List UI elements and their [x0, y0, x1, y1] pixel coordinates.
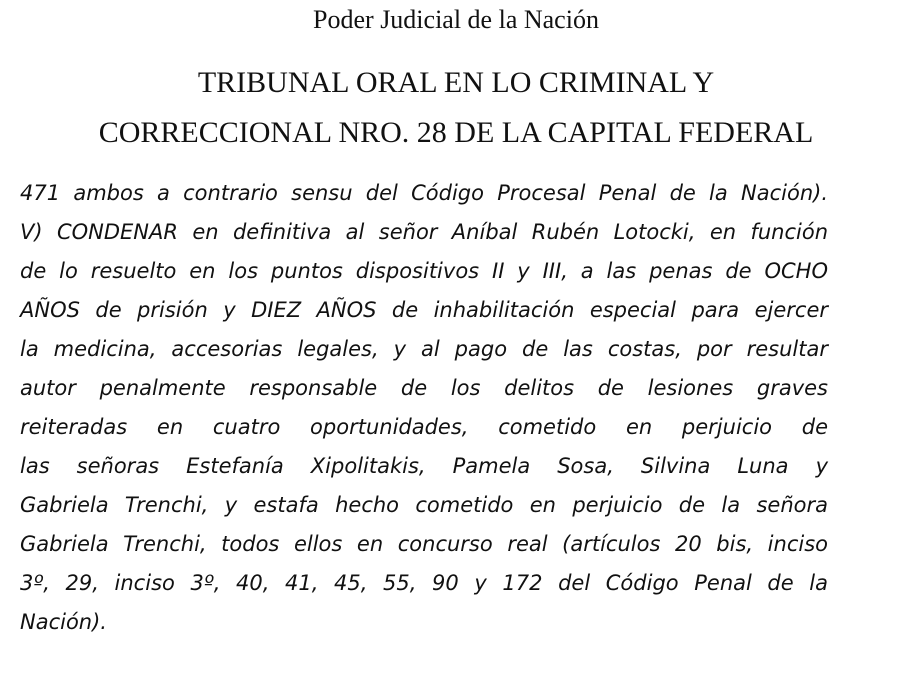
- tribunal-title-line-2: CORRECCIONAL NRO. 28 DE LA CAPITAL FEDERAL: [98, 116, 814, 149]
- text-line: 3º, 29, inciso 3º, 40, 41, 45, 55, 90 y 172 del Código Penal de la: [20, 571, 828, 595]
- text-line: de lo resuelto en los puntos dispositivos II y III, a las penas de OCHO: [20, 259, 828, 283]
- text-line: 471 ambos a contrario sensu del Código Procesal Penal de la Nación).: [20, 181, 828, 205]
- text-line: V) CONDENAR en definitiva al señor Aníbal Rubén Lotocki, en función: [20, 220, 828, 244]
- resolution-text: [20, 174, 828, 642]
- text-line: las señoras Estefanía Xipolitakis, Pamela Sosa, Silvina Luna y: [20, 454, 828, 478]
- text-line: Gabriela Trenchi, y estafa hecho cometido en perjuicio de la señora: [20, 493, 828, 517]
- text-line: la medicina, accesorias legales, y al pago de las costas, por resultar: [20, 337, 828, 361]
- text-line: reiteradas en cuatro oportunidades, cometido en perjuicio de: [20, 415, 828, 439]
- tribunal-title: [0, 58, 912, 158]
- institution-header: Poder Judicial de la Nación: [313, 5, 599, 34]
- text-line: Nación).: [20, 610, 107, 634]
- tribunal-title-line-1: TRIBUNAL ORAL EN LO CRIMINAL Y: [197, 66, 715, 99]
- text-line: AÑOS de prisión y DIEZ AÑOS de inhabilitación especial para ejercer: [20, 298, 828, 322]
- text-line: autor penalmente responsable de los delitos de lesiones graves: [20, 376, 828, 400]
- text-line: Gabriela Trenchi, todos ellos en concurso real (artículos 20 bis, inciso: [20, 532, 828, 556]
